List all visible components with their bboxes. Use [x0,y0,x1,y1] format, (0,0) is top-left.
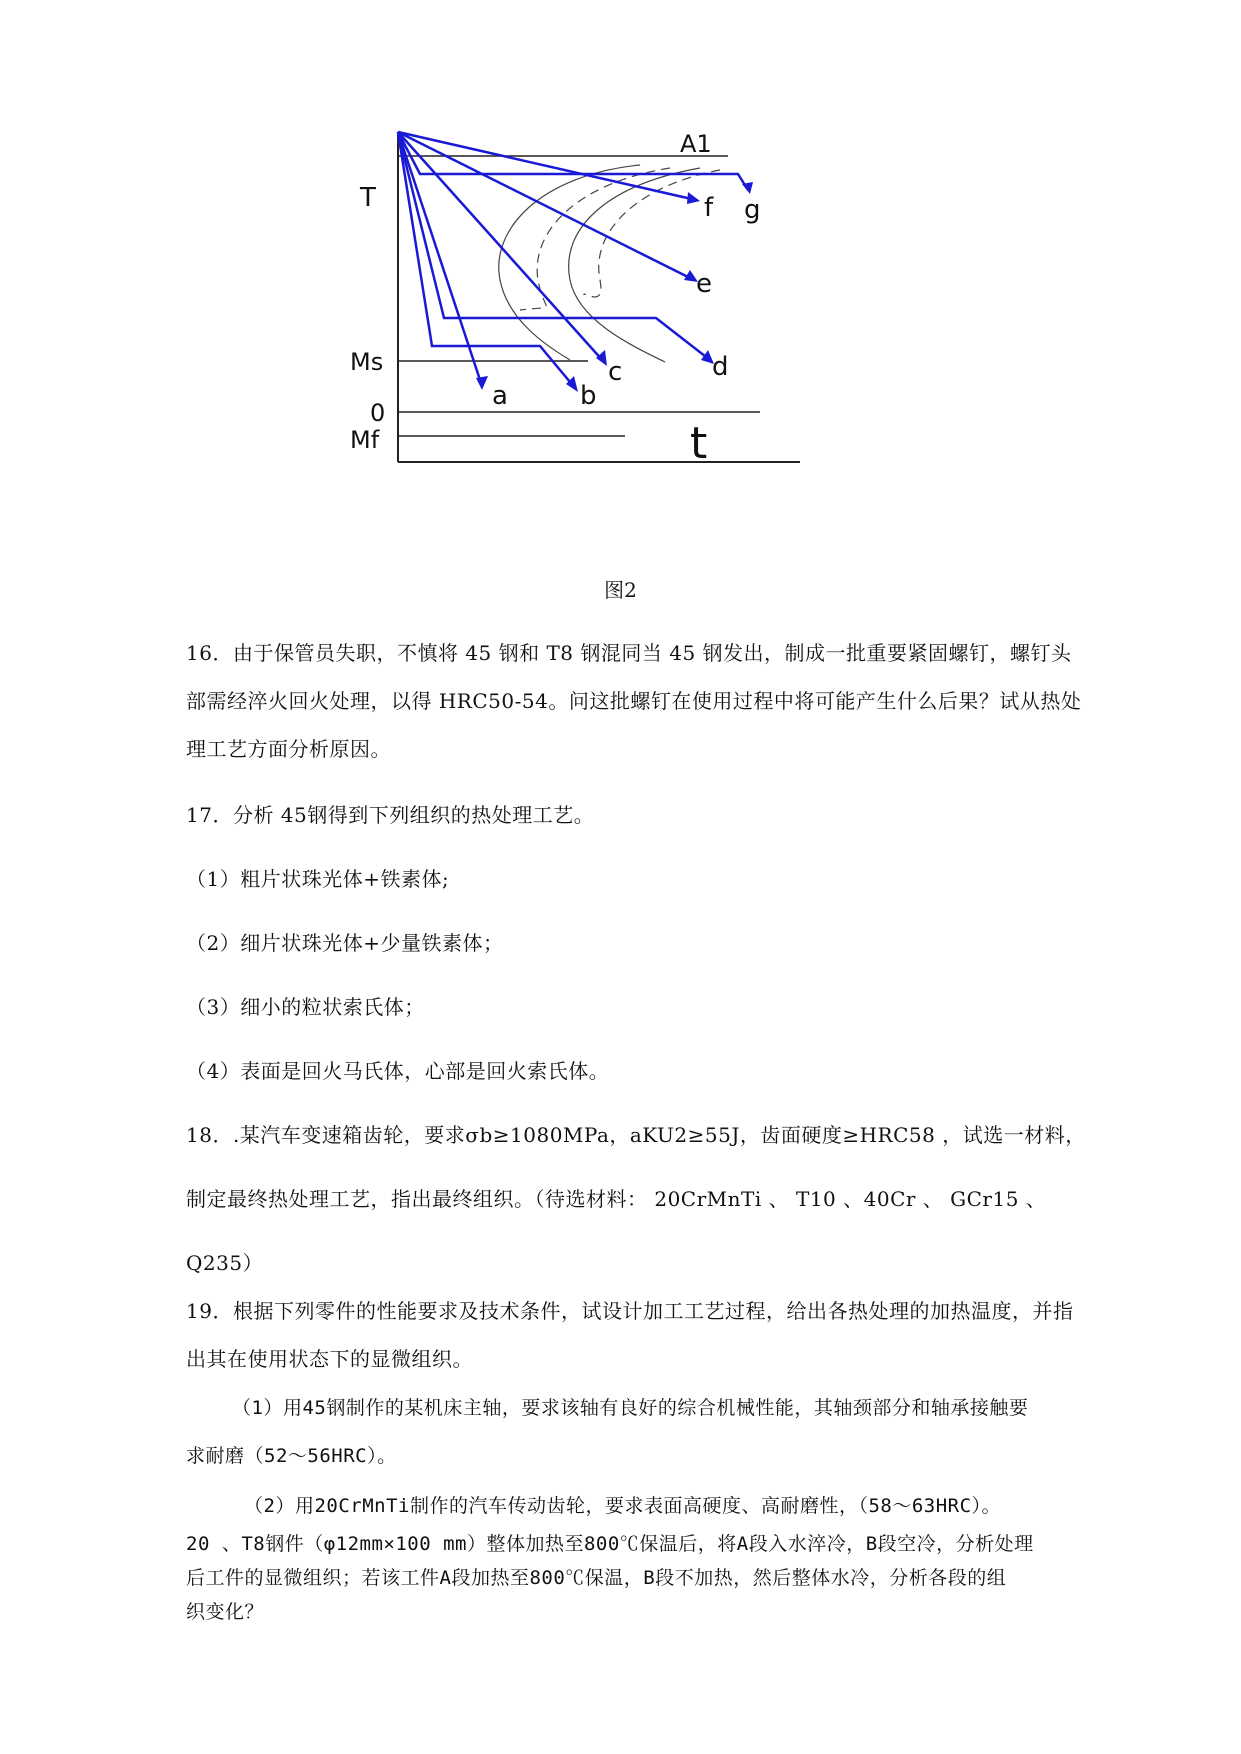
q16-line-3: 理工艺方面分析原因。 [186,737,391,761]
label-curve-d: d [712,352,729,382]
curve-e-line [398,132,694,280]
q19-item-1-line-1: （1）用45钢制作的某机床主轴，要求该轴有良好的综合机械性能，其轴颈部分和轴承接触要 [232,1397,1029,1419]
label-t-axis: T [360,183,376,213]
label-curve-b: b [580,381,597,411]
q17-item-3: （3）细小的粒状索氏体； [186,995,425,1019]
figure-caption: 图2 [604,578,637,602]
label-ms: Ms [350,348,384,376]
q20-line-2: 后工件的显微组织；若该工件A段加热至800℃保温，B段不加热，然后整体水冷，分析各段的组 [186,1567,1007,1589]
curve-d-line [398,132,710,360]
curve-g-arrow [742,182,753,194]
q20-line-3: 织变化？ [186,1601,265,1623]
label-mf: Mf [350,426,380,454]
q18-line-2: 制定最终热处理工艺，指出最终组织。（待选材料： 20CrMnTi 、 T10 、40Cr 、 GCr15 、 [186,1187,1047,1211]
q18-line-3: Q235） [186,1251,264,1275]
curve-f-line [398,132,696,200]
q17-item-1: （1）粗片状珠光体+铁素体; [186,867,450,891]
q18-line-1: 18．.某汽车变速箱齿轮，要求σb≥1080MPa，aKU2≥55J，齿面硬度≥HRC58 ，试选一材料， [186,1123,1086,1147]
q19-item-2: （2）用20CrMnTi制作的汽车传动齿轮，要求表面高硬度、高耐磨性，（58～63HRC）。 [244,1495,1002,1517]
label-curve-f: f [704,193,714,223]
label-curve-c: c [608,357,623,387]
curve-a-arrow [476,376,488,390]
label-zero: 0 [370,399,386,427]
q19-item-1-line-2: 求耐磨（52～56HRC）。 [186,1445,397,1467]
q16-line-2: 部需经淬火回火处理，以得 HRC50-54。问这批螺钉在使用过程中将可能产生什么后果？试从热处 [186,689,1082,713]
label-a1: A1 [680,130,712,158]
q17-item-2: （2）细片状珠光体+少量铁素体； [186,931,504,955]
q16-line-1: 16．由于保管员失职，不慎将 45 钢和 T8 钢混同当 45 钢发出，制成一批重要紧固螺钉，螺钉头 [186,641,1072,665]
q19-line-1: 19．根据下列零件的性能要求及技术条件，试设计加工工艺过程，给出各热处理的加热温度，并指 [186,1299,1074,1323]
curve-b-line [398,132,575,388]
q17-item-4: （4）表面是回火马氏体，心部是回火索氏体。 [186,1059,610,1083]
label-curve-a: a [492,381,508,411]
label-curve-g: g [744,195,761,225]
q20-line-1: 20 、T8钢件（φ12mm×100 mm）整体加热至800℃保温后，将A段入水淬冷，B段空冷，分析处理 [186,1533,1034,1555]
label-t-time: t [690,418,708,469]
curve-a-line [398,132,482,386]
curve-f-arrow [687,192,700,204]
q17-title: 17．分析 45钢得到下列组织的热处理工艺。 [186,803,595,827]
curve-c-arrow [596,350,607,366]
cooling-curve-diagram [350,120,900,540]
label-curve-e: e [696,269,712,299]
q19-line-2: 出其在使用状态下的显微组织。 [186,1347,473,1371]
